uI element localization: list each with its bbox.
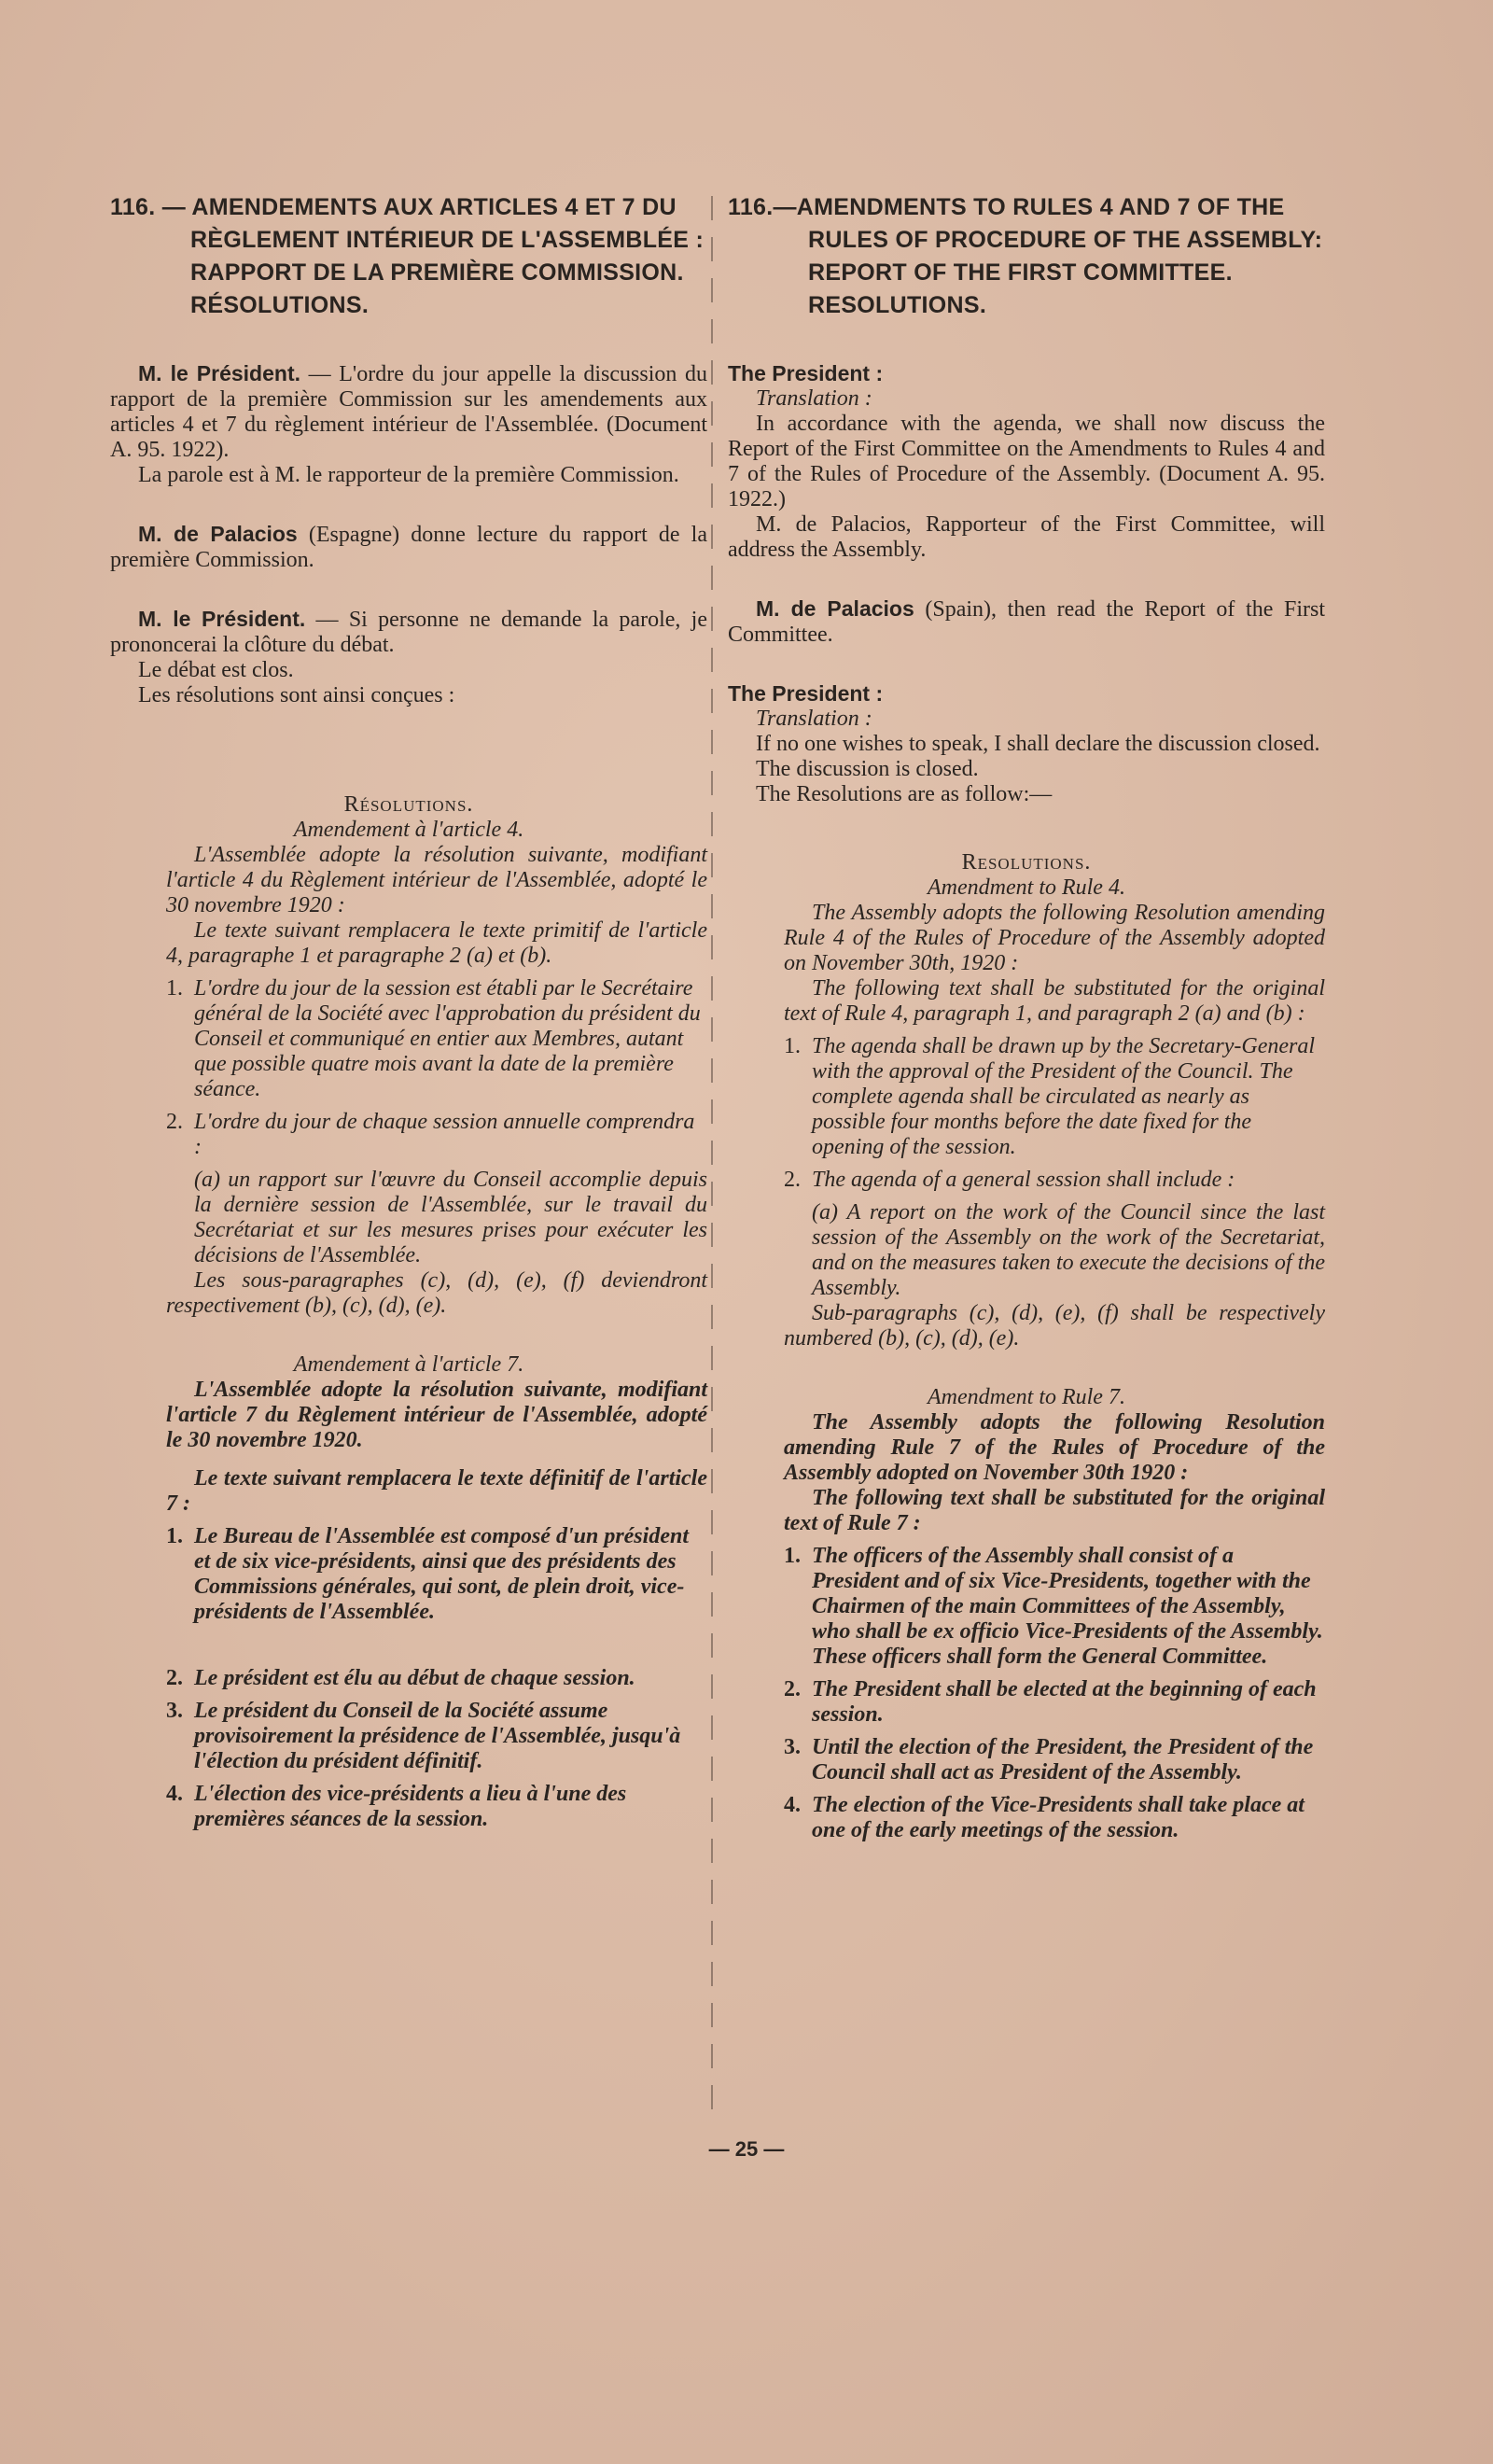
column-divider [711,196,713,2109]
english-translation-label-2: Translation : [756,707,872,731]
english-amend7-intro: The Assembly adopts the following Resolution amending Rule 7 of the Rules of Procedure of the Assembly adopted on November 30th 1920 : [784,1410,1325,1485]
french-speaker-palacios: M. de Palacios [138,522,298,546]
list-item: 4. The election of the Vice-Presidents shall take place at one of the early meetings of the session. [784,1793,1305,1842]
english-resolutions-title: Resolutions. [961,850,1092,875]
english-para-4: If no one wishes to speak, I shall declare the discussion closed. [756,732,1320,756]
english-amend4-sub-a: (a) A report on the work of the Council since the last session of the Assembly on the work of the Secretariat, and on the measures taken to execute the decisions of the Assembly. [812,1200,1325,1300]
list-item: 2. The President shall be elected at the beginning of each session. [784,1677,1317,1727]
english-para-6: The Resolutions are as follow:— [756,782,1053,806]
french-para-4: M. le Président. — Si personne ne demande la parole, je prononcerai la clôture du débat. [110,607,707,657]
english-amend4-text: The following text shall be substituted for the original text of Rule 4, paragraph 1, and paragraph 2 (a) and (b) : [784,976,1325,1026]
french-heading: 116. — AMENDEMENTS AUX ARTICLES 4 ET 7 DU RÈGLEMENT INTÉRIEUR DE L'ASSEMBLÉE : RAPPORT DE LA PREMIÈRE COMMISSION. RÉSOLUTIONS. [110,194,705,318]
list-item: 4. L'élection des vice-présidents a lieu à l'une des premières séances de la session. [166,1782,627,1831]
english-translation-label: Translation : [756,386,872,411]
list-item: 2. The agenda of a general session shall include : [784,1168,1235,1192]
list-item: 1. The officers of the Assembly shall consist of a President and of six Vice-Presidents, together with the Chairmen of the main Committees of the Assembly, who shall be ex officio Vice-Presidents of the Assembly. These officers shall form the General Committee. [784,1544,1323,1669]
french-amend7-block [166,1378,707,1832]
english-column [728,191,1325,1843]
list-item: 1. L'ordre du jour de la session est établi par le Secrétaire général de la Société avec l'approbation du président du Conseil et communiqué en entier aux Membres, autant que possible quatre mois avant la date de la première séance. [166,976,701,1101]
french-para-2: La parole est à M. le rapporteur de la première Commission. [138,463,679,487]
list-item: 1. Le Bureau de l'Assemblée est composé d'un président et de six vice-présidents, ainsi que des présidents des Commissions générales, qui sont, de plein droit, vice-présidents de l'Assemblée. [166,1524,689,1624]
french-para-3: M. de Palacios (Espagne) donne lecture du rapport de la première Commission. [110,522,707,572]
list-item: 3. Le président du Conseil de la Société assume provisoirement la présidence de l'Assemblée, jusqu'à l'élection du président définitif. [166,1699,681,1773]
english-amend4-title: Amendment to Rule 4. [928,875,1125,900]
french-amend4-block [166,843,707,1319]
english-speaker-president: The President : [728,361,884,385]
english-amend7-title: Amendment to Rule 7. [928,1385,1125,1409]
english-amend4-block [784,901,1325,1351]
english-heading: 116.—AMENDMENTS TO RULES 4 AND 7 OF THE RULES OF PROCEDURE OF THE ASSEMBLY: REPORT OF THE FIRST COMMITTEE. RESOLUTIONS. [728,194,1323,318]
list-item: 2. Le président est élu au début de chaque session. [166,1666,635,1690]
french-para-6: Les résolutions sont ainsi conçues : [138,683,455,707]
french-amend7-intro: L'Assemblée adopte la résolution suivante, modifiant l'article 7 du Règlement intérieur de l'Assemblée, adopté le 30 novembre 1920. [166,1378,707,1452]
french-resolutions-title: Résolutions. [343,792,474,817]
french-para-1: M. le Président. — L'ordre du jour appelle la discussion du rapport de la première Commission sur les amendements aux articles 4 et 7 du règlement intérieur de l'Assemblée. (Document A. 95. 1922). [110,361,708,462]
list-item: 3. Until the election of the President, the President of the Council shall act as President of the Assembly. [784,1735,1314,1785]
page-number: — 25 — [708,2137,785,2161]
english-amend4-intro: The Assembly adopts the following Resolution amending Rule 4 of the Rules of Procedure of the Assembly adopted on November 30th, 1920 : [784,901,1325,975]
french-amend4-text: Le texte suivant remplacera le texte primitif de l'article 4, paragraphe 1 et paragraphe 2 (a) et (b). [166,918,707,968]
french-amend4-title: Amendement à l'article 4. [293,818,524,842]
french-amend7-text: Le texte suivant remplacera le texte définitif de l'article 7 : [166,1466,707,1516]
french-amend4-sub-rest: Les sous-paragraphes (c), (d), (e), (f) deviendront respectivement (b), (c), (d), (e). [166,1268,707,1318]
english-para-1: In accordance with the agenda, we shall now discuss the Report of the First Committee on the Amendments to Rules 4 and 7 of the Rules of Procedure of the Assembly. (Document A. 95. 1922.) [728,412,1325,511]
english-para-5: The discussion is closed. [756,757,979,781]
english-amend7-block [784,1410,1325,1843]
french-speaker-president-2: M. le Président. [138,607,306,631]
french-amend4-intro: L'Assemblée adopte la résolution suivante, modifiant l'article 4 du Règlement intérieur de l'Assemblée, adopté le 30 novembre 1920 : [166,843,707,917]
english-speaker-palacios: M. de Palacios [756,596,914,621]
english-para-2: M. de Palacios, Rapporteur of the First Committee, will address the Assembly. [728,512,1325,562]
english-para-3: M. de Palacios (Spain), then read the Report of the First Committee. [728,596,1325,647]
french-amend4-sub-a: (a) un rapport sur l'œuvre du Conseil accomplie depuis la dernière session de l'Assemblée, sur le travail du Secrétariat et sur les mesures prises pour exécuter les décisions de l'Assemblée. [194,1168,707,1267]
french-speaker-president: M. le Président. [138,361,300,385]
english-amend7-text: The following text shall be substituted for the original text of Rule 7 : [784,1486,1325,1535]
french-column [110,191,707,1832]
french-para-5: Le débat est clos. [138,658,294,682]
english-speaker-president-2: The President : [728,681,884,706]
list-item: 1. The agenda shall be drawn up by the Secretary-General with the approval of the President of the Council. The complete agenda shall be circulated as nearly as possible four months before the date fixed for the opening of the session. [784,1034,1316,1159]
english-amend4-sub-rest: Sub-paragraphs (c), (d), (e), (f) shall be respectively numbered (b), (c), (d), (e). [784,1301,1325,1351]
list-item: 2. L'ordre du jour de chaque session annuelle comprendra : [166,1110,695,1159]
french-amend7-title: Amendement à l'article 7. [293,1352,524,1377]
